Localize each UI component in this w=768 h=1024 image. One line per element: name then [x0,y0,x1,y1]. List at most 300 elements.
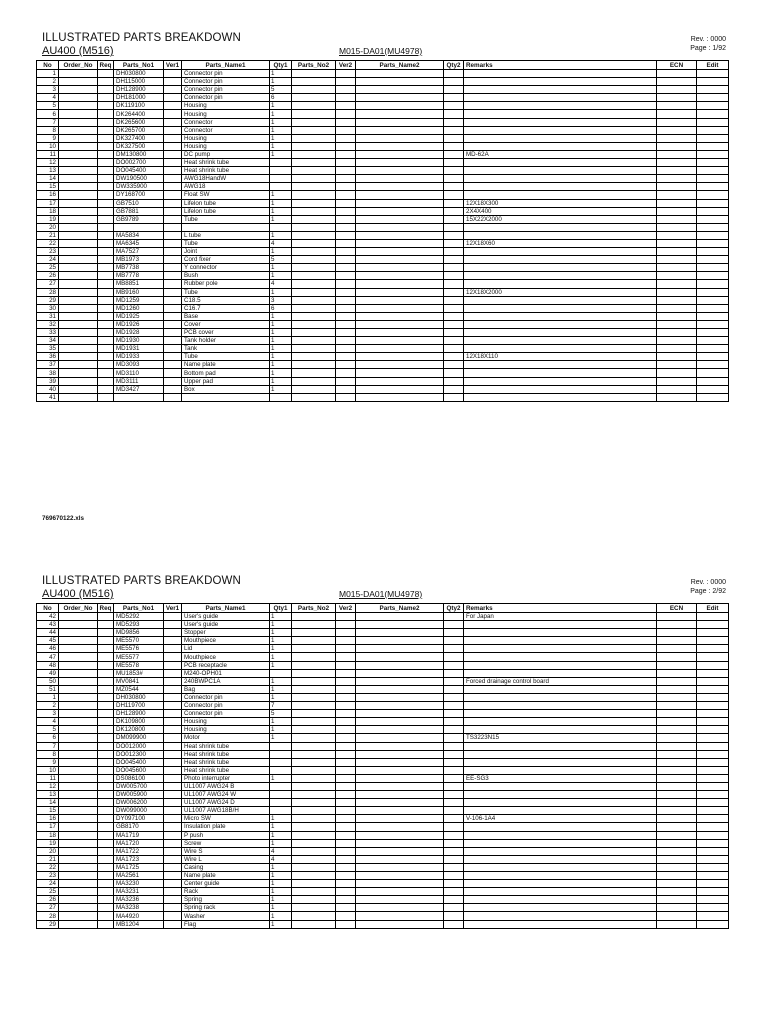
cell-ver2 [336,353,356,361]
cell-edit [697,912,729,920]
cell-parts-name2 [356,863,444,871]
cell-ecn [657,70,697,78]
cell-qty2 [444,839,464,847]
cell-parts-no1: MA1725 [114,863,164,871]
column-header: Remarks [464,61,657,70]
cell-qty2 [444,256,464,264]
cell-ver1 [164,807,182,815]
cell-order-no [59,766,98,774]
cell-remarks [464,912,657,920]
cell-order-no [59,629,98,637]
cell-edit [697,118,729,126]
cell-ecn [657,167,697,175]
cell-qty1: 1 [270,693,292,701]
cell-qty2 [444,661,464,669]
cell-ver1 [164,353,182,361]
cell-order-no [59,312,98,320]
cell-no: 1 [37,693,59,701]
cell-ver1 [164,782,182,790]
cell-remarks [464,175,657,183]
cell-parts-no1: MA3231 [114,888,164,896]
cell-ver2 [336,872,356,880]
cell-parts-no1: MA6345 [114,239,164,247]
cell-ecn [657,231,697,239]
cell-no: 44 [37,629,59,637]
cell-parts-name2 [356,807,444,815]
cell-req [98,677,114,685]
cell-edit [697,685,729,693]
column-header: Parts_No1 [114,604,164,613]
cell-edit [697,296,729,304]
cell-parts-name2 [356,142,444,150]
cell-parts-name2 [356,223,444,231]
cell-ecn [657,677,697,685]
cell-ver2 [336,215,356,223]
cell-ver2 [336,766,356,774]
cell-qty1: 6 [270,304,292,312]
cell-no: 3 [37,86,59,94]
cell-parts-no1: MB9160 [114,288,164,296]
cell-qty1 [270,167,292,175]
cell-parts-no2 [292,296,336,304]
cell-edit [697,320,729,328]
document-title: ILLUSTRATED PARTS BREAKDOWN [42,575,241,587]
cell-ecn [657,102,697,110]
cell-ecn [657,126,697,134]
cell-req [98,669,114,677]
cell-parts-name1: Housing [182,718,270,726]
cell-ecn [657,353,697,361]
cell-parts-name2 [356,248,444,256]
cell-parts-no1: MD5292 [114,613,164,621]
cell-qty2 [444,345,464,353]
cell-no: 8 [37,126,59,134]
cell-ver2 [336,896,356,904]
cell-parts-no1: DW335900 [114,183,164,191]
revision-label: Rev. : 0000 [690,36,726,43]
cell-qty2 [444,215,464,223]
cell-order-no [59,199,98,207]
cell-qty1: 1 [270,337,292,345]
cell-ecn [657,304,697,312]
cell-req [98,799,114,807]
cell-ver2 [336,702,356,710]
cell-no: 12 [37,159,59,167]
cell-ecn [657,369,697,377]
cell-parts-name2 [356,110,444,118]
cell-ver2 [336,296,356,304]
cell-no: 23 [37,872,59,880]
cell-remarks [464,280,657,288]
cell-no: 18 [37,207,59,215]
cell-parts-name1: Name plate [182,361,270,369]
cell-parts-name1: Lifelon tube [182,199,270,207]
table-row [37,888,729,896]
cell-qty1: 1 [270,329,292,337]
cell-edit [697,353,729,361]
cell-qty2 [444,653,464,661]
cell-req [98,847,114,855]
cell-qty1: 1 [270,863,292,871]
cell-parts-name1: Heat shrink tube [182,766,270,774]
cell-qty2 [444,142,464,150]
cell-parts-no2 [292,613,336,621]
cell-ver1 [164,888,182,896]
cell-ecn [657,888,697,896]
cell-parts-name2 [356,669,444,677]
cell-ver1 [164,693,182,701]
cell-parts-name1: 240BWPC1A [182,677,270,685]
cell-qty1: 1 [270,345,292,353]
cell-parts-no1: MB1204 [114,920,164,928]
cell-ver1 [164,702,182,710]
cell-ecn [657,872,697,880]
cell-parts-name2 [356,312,444,320]
cell-qty1: 1 [270,685,292,693]
cell-parts-name1: Connector pin [182,94,270,102]
table-row [37,110,729,118]
table-header-row [37,604,729,613]
cell-ver1 [164,912,182,920]
cell-qty2 [444,742,464,750]
cell-qty1: 1 [270,613,292,621]
cell-no: 28 [37,288,59,296]
cell-edit [697,855,729,863]
cell-ver2 [336,637,356,645]
cell-req [98,142,114,150]
cell-remarks [464,320,657,328]
column-header: Parts_No2 [292,61,336,70]
cell-parts-name2 [356,207,444,215]
cell-parts-no2 [292,621,336,629]
cell-no: 4 [37,718,59,726]
cell-parts-name2 [356,94,444,102]
cell-ver1 [164,637,182,645]
cell-ver2 [336,312,356,320]
cell-ecn [657,621,697,629]
cell-ecn [657,758,697,766]
cell-remarks [464,110,657,118]
cell-ver1 [164,685,182,693]
cell-order-no [59,880,98,888]
cell-qty1: 1 [270,207,292,215]
cell-qty2 [444,920,464,928]
cell-order-no [59,78,98,86]
cell-edit [697,863,729,871]
cell-remarks [464,345,657,353]
cell-no: 33 [37,329,59,337]
document-id: M015-DA01(MU4978) [339,46,423,56]
cell-req [98,645,114,653]
cell-ver2 [336,726,356,734]
cell-edit [697,742,729,750]
cell-ver1 [164,847,182,855]
cell-parts-no1: MA7527 [114,248,164,256]
cell-parts-name1: Connector pin [182,702,270,710]
cell-edit [697,613,729,621]
cell-parts-no2 [292,758,336,766]
table-row [37,661,729,669]
cell-parts-no2 [292,839,336,847]
cell-parts-no2 [292,726,336,734]
cell-qty2 [444,815,464,823]
column-header: No [37,604,59,613]
cell-ecn [657,831,697,839]
cell-req [98,807,114,815]
cell-edit [697,272,729,280]
cell-qty1: 1 [270,369,292,377]
table-row [37,239,729,247]
cell-parts-no1: MA2561 [114,872,164,880]
cell-order-no [59,175,98,183]
cell-parts-name1: Base [182,312,270,320]
cell-qty1 [270,669,292,677]
cell-req [98,353,114,361]
cell-no: 49 [37,669,59,677]
cell-ver1 [164,94,182,102]
cell-parts-name2 [356,256,444,264]
cell-qty1: 1 [270,248,292,256]
cell-parts-no1: MD3427 [114,385,164,393]
cell-qty2 [444,191,464,199]
cell-ecn [657,280,697,288]
cell-edit [697,888,729,896]
cell-parts-no2 [292,256,336,264]
cell-ecn [657,766,697,774]
cell-parts-name2 [356,191,444,199]
column-header: Remarks [464,604,657,613]
cell-ver1 [164,345,182,353]
cell-ver2 [336,150,356,158]
cell-ver1 [164,831,182,839]
cell-parts-name2 [356,815,444,823]
cell-ecn [657,710,697,718]
cell-edit [697,791,729,799]
cell-parts-name2 [356,167,444,175]
cell-ver1 [164,320,182,328]
cell-qty1: 1 [270,718,292,726]
cell-parts-name2 [356,320,444,328]
cell-ver2 [336,288,356,296]
cell-parts-no1: DK119100 [114,102,164,110]
column-header: Req [98,61,114,70]
cell-parts-name1: Photo interrupter [182,774,270,782]
cell-qty2 [444,102,464,110]
cell-remarks [464,248,657,256]
cell-parts-no2 [292,693,336,701]
cell-parts-name2 [356,645,444,653]
cell-remarks [464,718,657,726]
cell-parts-name1: Motor [182,734,270,742]
cell-parts-no2 [292,904,336,912]
cell-ver1 [164,872,182,880]
cell-req [98,912,114,920]
cell-no: 9 [37,758,59,766]
cell-remarks [464,791,657,799]
cell-no: 28 [37,912,59,920]
table-row [37,183,729,191]
cell-ver1 [164,791,182,799]
cell-ver2 [336,199,356,207]
cell-order-no [59,823,98,831]
cell-qty1: 1 [270,102,292,110]
cell-edit [697,758,729,766]
cell-qty1 [270,807,292,815]
cell-ecn [657,693,697,701]
cell-qty1: 1 [270,199,292,207]
cell-parts-no1: DO045400 [114,758,164,766]
cell-ver1 [164,142,182,150]
cell-edit [697,175,729,183]
cell-ver2 [336,102,356,110]
cell-qty1 [270,799,292,807]
cell-parts-no1: MA1723 [114,855,164,863]
cell-qty1: 3 [270,296,292,304]
cell-remarks [464,629,657,637]
cell-parts-no2 [292,134,336,142]
cell-parts-name2 [356,118,444,126]
cell-no: 1 [37,70,59,78]
cell-order-no [59,377,98,385]
cell-no: 16 [37,815,59,823]
cell-ecn [657,207,697,215]
cell-ver2 [336,661,356,669]
cell-parts-name2 [356,369,444,377]
cell-remarks [464,118,657,126]
sheet-page-2 [36,573,728,929]
cell-ver1 [164,369,182,377]
cell-req [98,215,114,223]
cell-edit [697,872,729,880]
column-header: Parts_Name1 [182,61,270,70]
cell-req [98,920,114,928]
cell-parts-no2 [292,896,336,904]
parts-table [36,60,729,402]
cell-ver2 [336,142,356,150]
cell-qty1: 1 [270,888,292,896]
cell-parts-name2 [356,710,444,718]
cell-parts-no2 [292,272,336,280]
table-row [37,369,729,377]
cell-parts-name2 [356,126,444,134]
cell-parts-no1: MD1926 [114,320,164,328]
cell-parts-name1: Housing [182,726,270,734]
table-row [37,70,729,78]
cell-remarks [464,312,657,320]
column-header: Qty1 [270,604,292,613]
cell-remarks [464,693,657,701]
cell-ver1 [164,799,182,807]
cell-parts-no2 [292,880,336,888]
cell-parts-no2 [292,734,336,742]
cell-ver1 [164,621,182,629]
table-row [37,807,729,815]
column-header: Edit [697,61,729,70]
cell-qty1: 1 [270,312,292,320]
cell-parts-no2 [292,329,336,337]
cell-req [98,167,114,175]
cell-parts-name1: Wire L [182,855,270,863]
cell-parts-name2 [356,920,444,928]
page-number: Page : 2/92 [690,588,726,595]
cell-order-no [59,191,98,199]
cell-ver2 [336,734,356,742]
table-row [37,175,729,183]
cell-ecn [657,223,697,231]
cell-parts-name1: Box [182,385,270,393]
cell-ver1 [164,823,182,831]
table-row [37,637,729,645]
cell-qty2 [444,248,464,256]
cell-ver1 [164,815,182,823]
cell-qty2 [444,677,464,685]
cell-qty1 [270,223,292,231]
cell-ver1 [164,159,182,167]
cell-parts-name2 [356,742,444,750]
cell-parts-no2 [292,872,336,880]
cell-parts-name1: Wire S [182,847,270,855]
cell-edit [697,256,729,264]
cell-parts-name2 [356,831,444,839]
table-row [37,726,729,734]
cell-parts-name1: Lid [182,645,270,653]
cell-remarks [464,758,657,766]
table-row [37,256,729,264]
cell-ver2 [336,815,356,823]
cell-ver2 [336,774,356,782]
cell-remarks [464,304,657,312]
cell-parts-name1: Cover [182,320,270,328]
cell-parts-no2 [292,920,336,928]
cell-order-no [59,150,98,158]
cell-edit [697,159,729,167]
table-row [37,94,729,102]
cell-ver2 [336,159,356,167]
cell-qty2 [444,774,464,782]
cell-req [98,150,114,158]
cell-req [98,159,114,167]
cell-ver1 [164,904,182,912]
cell-qty1: 1 [270,912,292,920]
cell-ver2 [336,904,356,912]
cell-edit [697,215,729,223]
cell-order-no [59,693,98,701]
cell-req [98,782,114,790]
cell-ver1 [164,223,182,231]
cell-parts-no2 [292,888,336,896]
table-row [37,863,729,871]
cell-parts-no1: DH181000 [114,94,164,102]
cell-parts-no2 [292,78,336,86]
cell-ver2 [336,613,356,621]
cell-parts-no2 [292,677,336,685]
cell-parts-no1: DM099900 [114,734,164,742]
cell-no: 10 [37,766,59,774]
cell-parts-no2 [292,855,336,863]
cell-parts-no2 [292,847,336,855]
cell-parts-name1: AWG18 [182,183,270,191]
cell-ver2 [336,782,356,790]
cell-qty1: 1 [270,272,292,280]
table-row [37,782,729,790]
cell-parts-name2 [356,685,444,693]
cell-parts-name1: Tube [182,288,270,296]
cell-remarks [464,637,657,645]
cell-ver1 [164,329,182,337]
cell-remarks [464,839,657,847]
table-row [37,377,729,385]
cell-qty2 [444,782,464,790]
